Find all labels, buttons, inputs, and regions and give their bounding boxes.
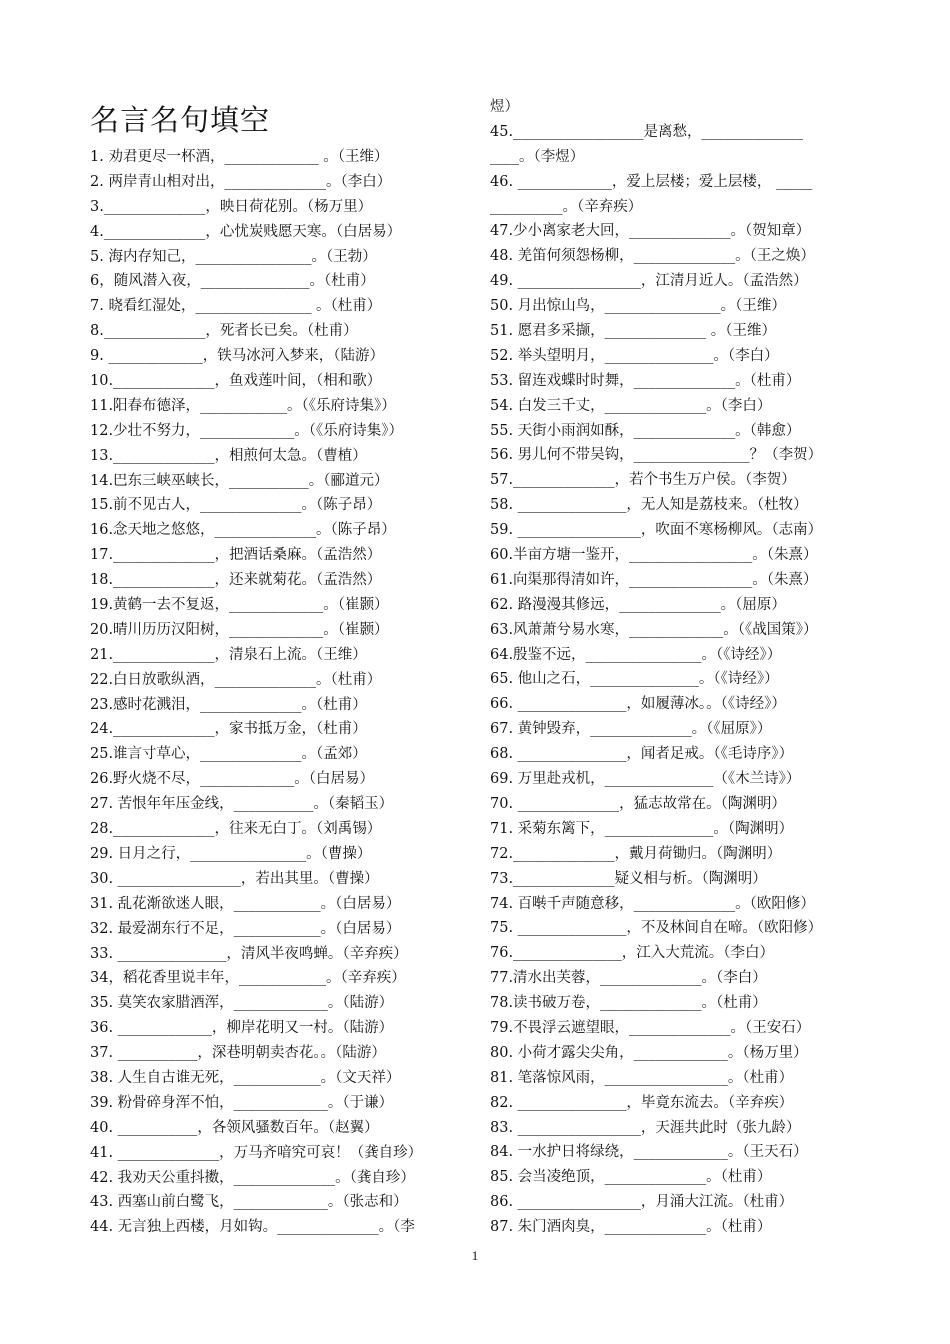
quote-line: 41. ______________，万马齐喑究可哀！（龚自珍）	[90, 1144, 423, 1161]
left-column	[90, 145, 470, 1240]
quote-line: 37. ___________，深巷明朝卖杏花。。（陆游）	[90, 1045, 386, 1062]
quote-line: 51. 愿君多采撷，______________ 。（王维）	[490, 323, 777, 340]
quote-line: 5. 海内存知己，________________。（王勃）	[90, 248, 377, 265]
quote-line: 62. 路漫漫其修远，______________。（屈原）	[490, 596, 786, 613]
quote-line: 73.______________疑义相与析。（陶渊明）	[490, 870, 767, 887]
quote-line: 35. 莫笑农家腊酒浑，_____________。（陆游）	[90, 995, 394, 1012]
quote-line: 8.______________，死者长已矣。（杜甫）	[90, 323, 358, 340]
quote-line: 10.______________，鱼戏莲叶间，（相和歌）	[90, 373, 382, 390]
quote-line: 50. 月出惊山鸟，________________。（王维）	[490, 298, 786, 315]
quote-line: 27. 苦恨年年压金线，___________。（秦韬玉）	[90, 796, 394, 813]
quote-line: 79.不畏浮云遮望眼，______________。（王安石）	[490, 1019, 811, 1036]
quote-line: 煜）	[490, 99, 519, 115]
quote-line: ____。（李煜）	[490, 148, 585, 165]
quote-line: 2. 两岸青山相对出，______________。（李白）	[90, 173, 392, 190]
quote-line: 74. 百啭千声随意移，______________。（欧阳修）	[490, 895, 815, 912]
quote-line: 82. _______________，毕竟东流去。（辛弃疾）	[490, 1094, 794, 1111]
quote-line: 39. 粉骨碎身浑不怕，_____________。（于谦）	[90, 1094, 394, 1111]
quote-line: 28.______________，往来无白丁。（刘禹锡）	[90, 821, 382, 838]
quote-line: 80. 小荷才露尖尖角，_____________。（杨万里）	[490, 1044, 808, 1061]
quote-line: 61.向渠那得清如许，_________________。（朱熹）	[490, 571, 818, 588]
quote-line: 42. 我劝天公重抖擞，______________。（龚自珍）	[90, 1169, 415, 1186]
quote-line: 53. 留连戏蝶时时舞，______________。（杜甫）	[490, 372, 801, 389]
quote-line: 45.__________________是离愁，______________	[490, 123, 804, 140]
quote-line: 21.______________，清泉石上流。（王维）	[90, 646, 367, 663]
quote-line: __________。（辛弃疾）	[490, 198, 643, 215]
quote-line: 32. 最爱湖东行不足，____________。（白居易）	[90, 920, 401, 937]
quote-line: 18.______________，还来就菊花。（孟浩然）	[90, 572, 382, 589]
quote-line: 26.野火烧不尽，_____________。（白居易）	[90, 771, 375, 788]
quote-line: 7. 晓看红湿处，________________ 。（杜甫）	[90, 298, 382, 315]
quote-line: 20.晴川历历汉阳树，_____________。（崔颢）	[90, 621, 389, 638]
quote-line: 34，稻花香里说丰年，____________。（辛弃疾）	[90, 970, 406, 987]
quote-line: 81. 笔落惊风雨，_________________。（杜甫）	[490, 1069, 794, 1086]
quote-line: 84. 一水护日将绿绕，_____________。（王天石）	[490, 1144, 808, 1161]
quote-line: 44. 无言独上西楼，月如钩。______________。（李	[90, 1219, 415, 1236]
quote-line: 23.感时花溅泪，______________。（杜甫）	[90, 696, 367, 713]
quote-line: 46. _____________，爱上层楼；爱上层楼， _____	[490, 173, 813, 190]
quote-line: 12.少壮不努力，_____________。（《乐府诗集》）	[90, 422, 404, 439]
quote-line: 68. _______________，闻者足戒。（《毛诗序》）	[490, 746, 794, 763]
quote-line: 15.前不见古人，______________。（陈子昂）	[90, 497, 382, 514]
quote-line: 69. 万里赴戎机，_______________（《木兰诗》）	[490, 771, 801, 788]
quote-line: 66. _______________，如履薄冰。。（《诗经》）	[490, 696, 786, 713]
quote-line: 77.清水出芙蓉，______________。（李白）	[490, 970, 767, 987]
quote-line: 19.黄鹤一去不复返，_____________。（崔颢）	[90, 597, 389, 614]
quote-line: 29. 日月之行，________________。（曹操）	[90, 845, 372, 862]
quote-line: 83. _________________，天涯共此时（张九龄）	[490, 1119, 801, 1136]
quote-line: 31. 乱花渐欲迷人眼，____________。（白居易）	[90, 895, 401, 912]
quote-line: 52. 举头望明月，_______________。（李白）	[490, 347, 779, 364]
quote-line: 87. 朱门酒肉臭，______________。（杜甫）	[490, 1219, 772, 1236]
quote-line: 16.念天地之悠悠，______________。（陈子昂）	[90, 522, 396, 539]
quote-line: 49. _________________，江清月近人。（孟浩然）	[490, 273, 808, 290]
quote-line: 75. _______________，不及林间自在啼。（欧阳修）	[490, 920, 823, 937]
quote-line: 59. _________________，吹面不寒杨柳风。（志南）	[490, 522, 823, 539]
quote-line: 64.殷鉴不远，________________。（《诗经》）	[490, 646, 782, 663]
quote-line: 43. 西塞山前白鹭飞，_____________。（张志和）	[90, 1194, 408, 1211]
quote-line: 76._______________，江入大荒流。（李白）	[490, 945, 775, 962]
quote-line: 9. _____________，铁马冰河入梦来，（陆游）	[90, 348, 384, 365]
quote-line: 24.______________，家书抵万金，（杜甫）	[90, 721, 367, 738]
quote-line: 63.风萧萧兮易水寒，_____________。（《战国策》）	[490, 621, 818, 638]
quote-line: 11.阳春布德泽，____________。（《乐府诗集》）	[90, 397, 396, 414]
quote-line: 86. _________________，月涌大江流。（杜甫）	[490, 1194, 794, 1211]
quote-line: 1. 劝君更尽一杯酒，_____________ 。（王维）	[90, 149, 389, 165]
quote-line: 70. ______________，猛志故常在。（陶渊明）	[490, 795, 786, 812]
quote-line: 55. 天街小雨润如酥，______________。（韩愈）	[490, 422, 801, 439]
quote-line: 13.______________，相煎何太急。（曹植）	[90, 447, 367, 464]
quote-line: 71. 采菊东篱下，_______________。（陶渊明）	[490, 820, 794, 837]
quote-line: 6，随风潜入夜，_______________。（杜甫）	[90, 273, 375, 290]
quote-line: 4.______________，心忧炭贱愿天寒。（白居易）	[90, 223, 402, 240]
page-number: 1	[471, 1248, 479, 1263]
quote-line: 56. 男儿何不带吴钩，________________？（李贺）	[490, 447, 823, 464]
right-column	[490, 95, 865, 1240]
quote-line: 65. 他山之石，_______________。（《诗经》）	[490, 671, 779, 688]
quote-line: 78.读书破万卷，______________。（杜甫）	[490, 995, 767, 1012]
quote-line: 22.白日放歌纵酒，______________。（杜甫）	[90, 671, 382, 688]
page-title: 名言名句填空	[90, 103, 271, 137]
quote-line: 54. 白发三千丈，______________。（李白）	[490, 397, 772, 414]
quote-line: 36. _____________，柳岸花明又一村。（陆游）	[90, 1020, 394, 1037]
quote-line: 72.______________，戴月荷锄归。（陶渊明）	[490, 845, 782, 862]
quote-line: 57.______________，若个书生万户侯。（李贺）	[490, 472, 796, 489]
quote-line: 33. _______________，清风半夜鸣蝉。（辛弃疾）	[90, 945, 408, 962]
quote-line: 38. 人生自古谁无死，____________。（文天祥）	[90, 1069, 401, 1086]
quote-line: 58. _______________，无人知是荔枝来。（杜牧）	[490, 497, 808, 514]
quote-line: 85. 会当凌绝顶，______________。（杜甫）	[490, 1169, 772, 1186]
quote-line: 25.谁言寸草心，______________。（孟郊）	[90, 746, 367, 763]
quote-line: 3.______________，映日荷花别。（杨万里）	[90, 198, 373, 215]
quote-line: 14.巴东三峡巫峡长，___________。（郦道元）	[90, 472, 389, 489]
quote-line: 60.半亩方塘一鉴开，_________________。（朱熹）	[490, 547, 818, 564]
quote-line: 17.______________，把酒话桑麻。（孟浩然）	[90, 547, 382, 564]
quote-line: 40. ___________，各领风骚数百年。（赵翼）	[90, 1119, 379, 1136]
quote-line: 30. _________________，若出其里。（曹操）	[90, 870, 379, 887]
quote-line: 48. 羌笛何须怨杨柳，______________。（王之焕）	[490, 248, 815, 265]
quote-line: 67. 黄钟毁弃，______________。（《屈原》）	[490, 721, 772, 738]
quote-line: 47.少小离家老大回，______________。（贺知章）	[490, 223, 811, 240]
